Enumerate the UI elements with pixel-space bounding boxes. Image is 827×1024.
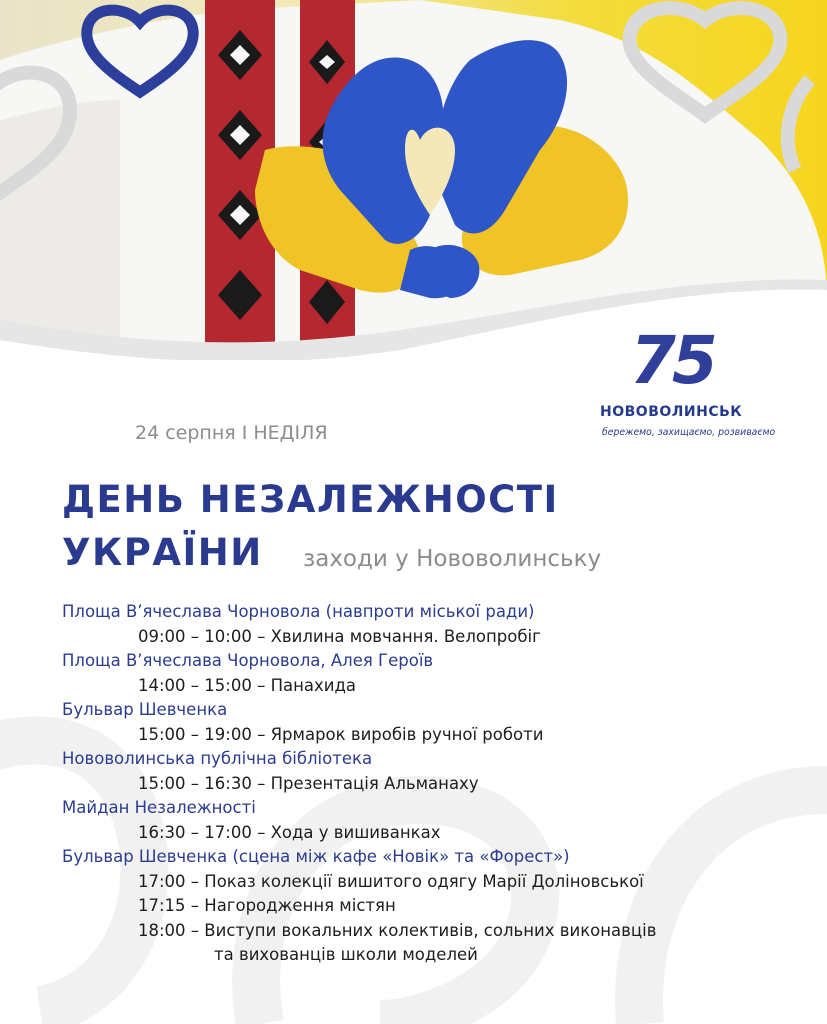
city-logo <box>600 322 790 452</box>
venue-heading: Площа В’ячеслава Чорновола (навпроти міської ради) <box>62 602 535 621</box>
venue-heading: Майдан Незалежності <box>62 798 256 817</box>
venue-heading: Бульвар Шевченка (сцена між кафе «Новік» та «Форест») <box>62 847 570 866</box>
subtitle: заходи у Нововолинську <box>303 546 602 572</box>
venue-heading: Нововолинська публічна бібліотека <box>62 749 373 768</box>
venue-heading: Бульвар Шевченка <box>62 700 228 719</box>
event-item: 17:00 – Показ колекції вишитого одягу Марії Доліновської <box>138 871 644 891</box>
event-item: 17:15 – Нагородження містян <box>138 896 396 915</box>
event-item: 09:00 – 10:00 – Хвилина мовчання. Велопробіг <box>138 626 541 646</box>
hero-photo <box>0 0 827 360</box>
event-item: 14:00 – 15:00 – Панахида <box>138 675 357 695</box>
logo-number: 75 <box>630 322 714 399</box>
event-item: 15:00 – 19:00 – Ярмарок виробів ручної роботи <box>138 724 544 744</box>
event-item: 18:00 – Виступи вокальних колективів, сольних виконавців <box>138 920 657 940</box>
hands-heart-illustration <box>0 0 827 360</box>
event-date: 24 серпня І НЕДІЛЯ <box>135 422 328 444</box>
title-line-2: УКРАЇНИ <box>62 531 263 574</box>
logo-city-name: НОВОВОЛИНСЬК <box>600 404 743 420</box>
event-item: 15:00 – 16:30 – Презентація Альманаху <box>138 773 479 793</box>
event-item: 16:30 – 17:00 – Хода у вишиванках <box>138 822 441 842</box>
event-item-continuation <box>62 943 812 968</box>
logo-motto: бережемо, захищаємо, розвиваємо <box>602 427 776 438</box>
title-line-1: ДЕНЬ НЕЗАЛЕЖНОСТІ <box>62 478 559 521</box>
schedule-list <box>62 600 812 968</box>
venue-heading: Площа В’ячеслава Чорновола, Алея Героїв <box>62 651 434 670</box>
event-continuation-text: та вихованців школи моделей <box>214 945 478 964</box>
